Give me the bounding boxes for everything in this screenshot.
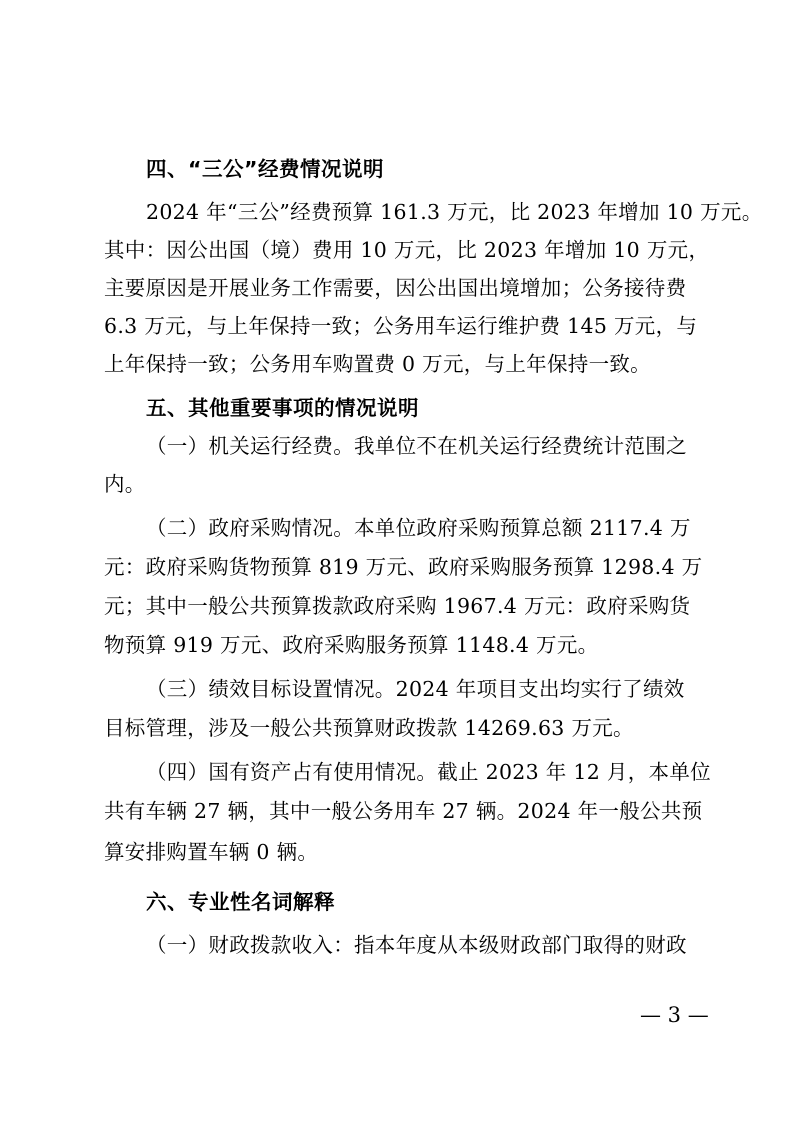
section-5-line-9: （四）国有资产占有使用情况。截止 2023 年 12 月，本单位: [146, 760, 711, 784]
section-4-line-2: 其中：因公出国（境）费用 10 万元，比 2023 年增加 10 万元，: [104, 238, 710, 262]
section-5-line-1: （一）机关运行经费。我单位不在机关运行经费统计范围之: [146, 434, 687, 458]
section-5-heading: 五、其他重要事项的情况说明: [146, 396, 419, 420]
section-4-line-3: 主要原因是开展业务工作需要，因公出国出境增加；公务接待费: [104, 276, 687, 300]
section-5-line-5: 元；其中一般公共预算拨款政府采购 1967.4 万元：政府采购货: [104, 594, 691, 618]
section-5-line-6: 物预算 919 万元、政府采购服务预算 1148.4 万元。: [104, 633, 599, 657]
section-4-line-4: 6.3 万元，与上年保持一致；公务用车运行维护费 145 万元，与: [104, 314, 698, 338]
section-6-line-1: （一）财政拨款收入：指本年度从本级财政部门取得的财政: [146, 933, 687, 957]
page-number: — 3 —: [640, 1003, 709, 1027]
section-5-line-8: 目标管理，涉及一般公共预算财政拨款 14269.63 万元。: [104, 716, 634, 740]
section-5-line-4: 元：政府采购货物预算 819 万元、政府采购服务预算 1298.4 万: [104, 555, 703, 579]
section-4-line-1: 2024 年“三公”经费预算 161.3 万元，比 2023 年增加 10 万元。: [146, 200, 763, 224]
section-5-line-11: 算安排购置车辆 0 辆。: [104, 840, 319, 864]
section-5-line-3: （二）政府采购情况。本单位政府采购预算总额 2117.4 万: [146, 516, 691, 540]
section-5-line-10: 共有车辆 27 辆，其中一般公务用车 27 辆。2024 年一般公共预: [104, 799, 703, 823]
section-5-line-7: （三）绩效目标设置情况。2024 年项目支出均实行了绩效: [146, 677, 685, 701]
section-6-heading: 六、专业性名词解释: [146, 890, 335, 914]
section-4-heading: 四、“三公”经费情况说明: [146, 157, 384, 181]
section-5-line-2: 内。: [104, 472, 146, 496]
section-4-line-5: 上年保持一致；公务用车购置费 0 万元，与上年保持一致。: [104, 352, 651, 376]
